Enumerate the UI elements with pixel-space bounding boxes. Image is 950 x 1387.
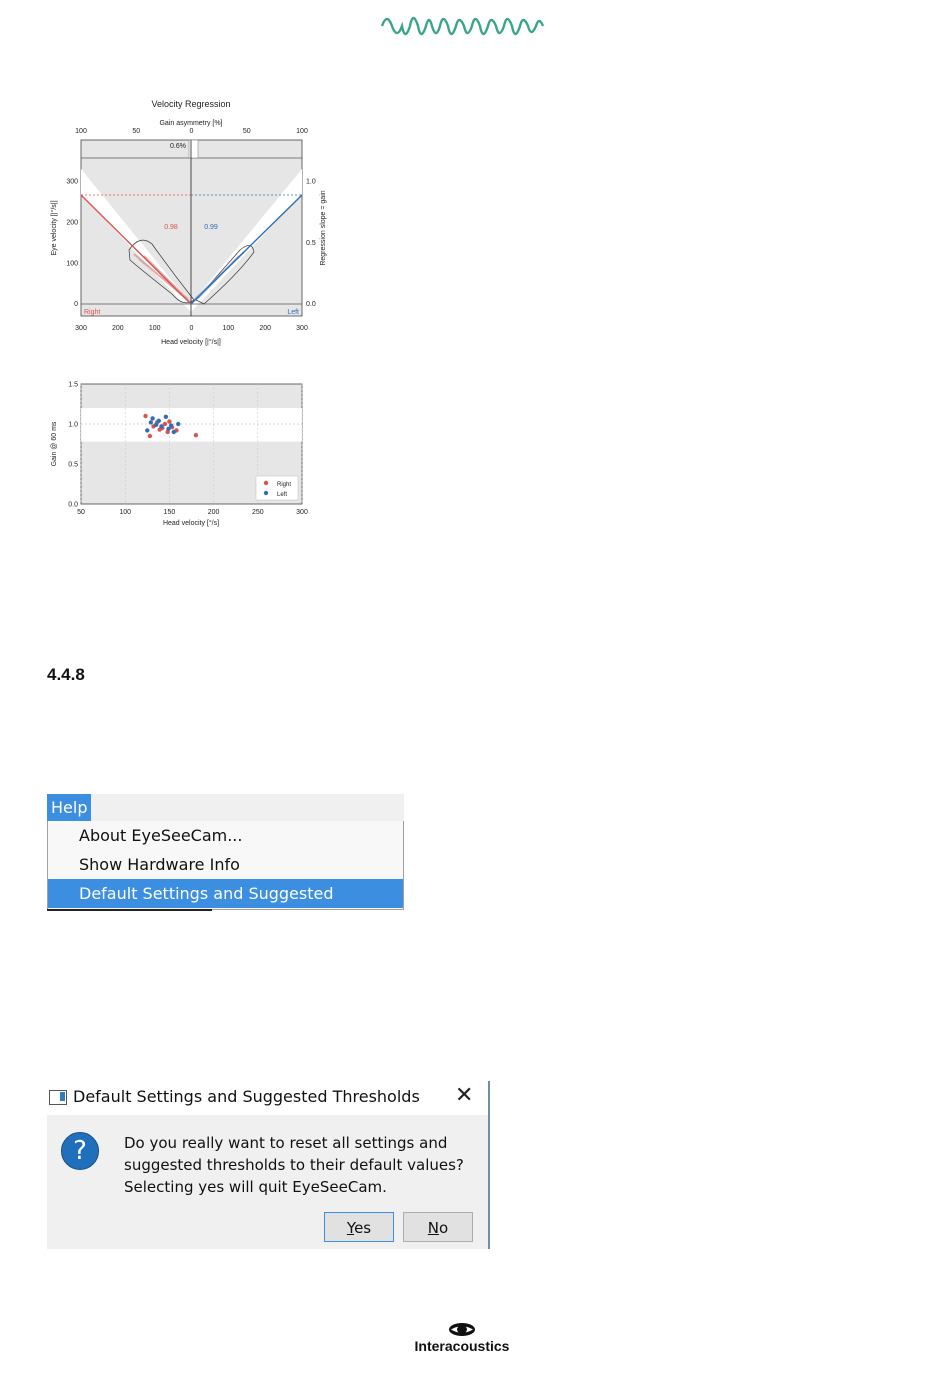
- x-tick-label: 0: [189, 325, 194, 332]
- y2-tick-label: 1.0: [306, 178, 316, 186]
- interacoustics-logo-icon: [447, 1322, 477, 1337]
- chart-title: Velocity Regression: [151, 99, 231, 109]
- left-gain-label: 0.99: [204, 224, 218, 231]
- app-window-icon: [49, 1090, 67, 1105]
- right-data-point: [167, 419, 171, 423]
- menu-divider: [47, 909, 212, 911]
- menu-item-hardware-info[interactable]: Show Hardware Info: [79, 855, 240, 874]
- brand-name: Interacoustics: [414, 1338, 510, 1354]
- x-tick-label: 200: [259, 325, 272, 332]
- dialog-body: [47, 1115, 488, 1249]
- y-tick-label: 1.5: [68, 381, 78, 389]
- message-line: Do you really want to reset all settings and: [124, 1134, 448, 1152]
- y-tick-label: 300: [66, 178, 78, 186]
- x-tick-label: 250: [251, 509, 264, 516]
- left-data-point: [145, 428, 149, 432]
- top-axis-label: Gain asymmetry [%]: [159, 120, 223, 127]
- asymmetry-bar: [189, 140, 198, 158]
- right-data-point: [143, 414, 147, 418]
- y-tick-label: 1.0: [68, 421, 78, 429]
- y-tick-label: 200: [66, 219, 78, 227]
- left-data-point: [176, 422, 180, 426]
- left-data-point: [172, 430, 176, 434]
- close-icon[interactable]: ✕: [455, 1083, 474, 1108]
- window-edge: [488, 1081, 490, 1249]
- dialog-title-bar: [47, 1081, 490, 1115]
- yes-button[interactable]: [324, 1212, 394, 1242]
- top-tick-label: 50: [132, 128, 141, 135]
- right-gain-label: 0.98: [164, 224, 178, 231]
- left-data-point: [154, 423, 158, 427]
- y-tick-label: 100: [66, 260, 78, 268]
- y-tick-label: 0.5: [68, 461, 78, 469]
- x-axis-label: Head velocity [|°/s|]: [161, 339, 221, 346]
- right-data-point: [148, 434, 152, 438]
- velocity-regression-chart: [44, 94, 344, 350]
- x-tick-label: 300: [296, 509, 308, 516]
- y-axis-label: Eye velocity [|°/s|]: [51, 200, 58, 256]
- x-tick-label: 200: [111, 325, 124, 332]
- y-tick-label: 0: [74, 301, 78, 309]
- help-menu: [47, 794, 404, 932]
- footer-logo: [396, 1322, 528, 1356]
- y-tick-label: 0.0: [68, 501, 78, 509]
- dialog-title: Default Settings and Suggested Thresholds: [73, 1087, 420, 1106]
- left-data-point: [157, 419, 161, 423]
- waveform-logo-icon: [380, 8, 545, 44]
- x-tick-label: 150: [163, 509, 176, 516]
- right-side-label: Right: [84, 309, 101, 316]
- dialog-message: [124, 1132, 474, 1198]
- legend-right-label: Right: [277, 482, 292, 488]
- top-tick-label: 100: [296, 128, 308, 135]
- top-tick-label: 100: [75, 128, 87, 135]
- left-data-point: [150, 416, 154, 420]
- yes-label: es: [354, 1219, 372, 1237]
- x-tick-label: 100: [222, 325, 235, 332]
- left-data-point: [149, 420, 153, 424]
- no-mnemonic: N: [427, 1219, 440, 1237]
- left-data-point: [169, 423, 173, 427]
- menu-bar: [47, 794, 404, 821]
- x-tick-label: 100: [148, 325, 161, 332]
- menu-item-default-settings[interactable]: Default Settings and Suggested Thresholds: [48, 879, 403, 908]
- x-tick-label: 200: [207, 509, 220, 516]
- y2-tick-label: 0.5: [306, 239, 316, 247]
- top-tick-label: 0: [189, 128, 194, 135]
- y2-axis-label: Regression slope = gain: [320, 190, 327, 266]
- left-data-point: [164, 415, 168, 419]
- reset-dialog: [47, 1081, 490, 1249]
- left-side-label: Left: [287, 309, 299, 316]
- message-line: Selecting yes will quit EyeSeeCam.: [124, 1178, 387, 1196]
- no-button[interactable]: [403, 1212, 473, 1242]
- left-data-point: [159, 424, 163, 428]
- legend-left-label: Left: [277, 492, 288, 498]
- y-axis-label: Gain @ 60 ms: [51, 421, 58, 467]
- help-dropdown: [47, 821, 404, 932]
- menu-item-about[interactable]: About EyeSeeCam...: [79, 826, 243, 845]
- yes-mnemonic: Y: [346, 1219, 355, 1237]
- question-icon: ?: [61, 1132, 99, 1170]
- right-data-point: [194, 433, 198, 437]
- x-tick-label: 50: [77, 509, 85, 516]
- x-axis-label: Head velocity [°/s]: [162, 520, 220, 527]
- x-tick-label: 300: [296, 325, 308, 332]
- message-line: suggested thresholds to their default values?: [124, 1156, 464, 1174]
- top-tick-label: 50: [242, 128, 251, 135]
- x-tick-label: 300: [75, 325, 87, 332]
- normal-gain-band: [81, 408, 302, 442]
- no-label: o: [439, 1219, 449, 1237]
- legend: [256, 476, 298, 500]
- asymmetry-value: 0.6%: [170, 143, 186, 150]
- x-tick-label: 100: [119, 509, 132, 516]
- gain-scatter-chart: [44, 376, 344, 536]
- menu-help[interactable]: Help: [47, 794, 91, 821]
- section-number: 4.4.8: [47, 665, 85, 684]
- y2-tick-label: 0.0: [306, 301, 316, 309]
